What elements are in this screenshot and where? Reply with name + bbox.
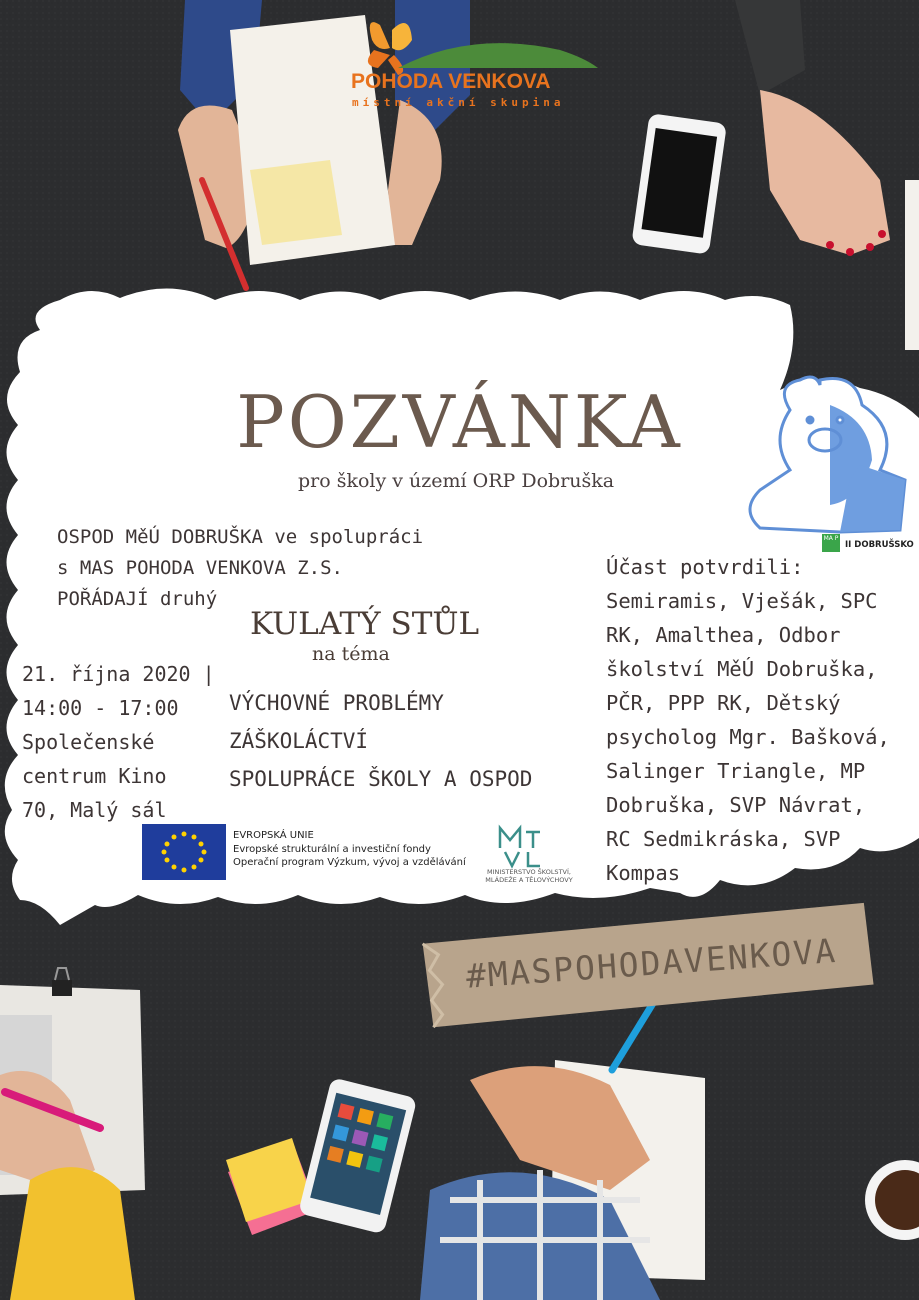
organizer-line: s MAS POHODA VENKOVA Z.S. <box>57 557 343 579</box>
confirmed-line: RK, Amalthea, Odbor <box>606 623 841 647</box>
event-venue-line: Společenské <box>22 730 155 754</box>
topic-label: na téma <box>312 643 390 665</box>
organizer-line: OSPOD MěÚ DOBRUŠKA ve spolupráci <box>57 526 424 548</box>
confirmed-line: školství MěÚ Dobruška, <box>606 657 878 681</box>
confirmed-line: PČR, PPP RK, Dětský <box>606 691 841 715</box>
msmt-line: MLÁDEŽE A TĚLOVÝCHOVY <box>485 876 573 884</box>
eu-line: Evropské strukturální a investiční fondy <box>233 843 431 855</box>
page-title: POZVÁNKA <box>236 380 683 464</box>
confirmed-line: Salinger Triangle, MP <box>606 759 866 783</box>
confirmed-line: Semiramis, Vješák, SPC <box>606 589 878 613</box>
event-venue-line: 70, Malý sál <box>22 798 167 822</box>
event-time: 14:00 - 17:00 <box>22 696 179 720</box>
confirmed-heading: Účast potvrdili: <box>606 555 804 579</box>
confirmed-line: psycholog Mgr. Bašková, <box>606 725 890 749</box>
organizer-line: POŘÁDAJÍ druhý <box>57 588 218 610</box>
confirmed-line: Dobruška, SVP Návrat, <box>606 793 866 817</box>
eu-flag-icon <box>142 824 226 880</box>
event-details <box>22 657 215 827</box>
confirmed-participants <box>606 550 890 890</box>
eu-funding-text <box>233 829 466 870</box>
brand-name: POHODA VENKOVA <box>351 70 551 93</box>
event-type: KULATÝ STŮL <box>250 606 480 642</box>
confirmed-line: Kompas <box>606 861 681 885</box>
bottom-left-desk <box>0 985 145 1300</box>
map-badge: MA P <box>822 534 840 552</box>
page-subtitle: pro školy v území ORP Dobruška <box>298 470 615 492</box>
msmt-line: MINISTERSTVO ŠKOLSTVÍ, <box>487 868 571 876</box>
eu-line: EVROPSKÁ UNIE <box>233 830 314 841</box>
topic-item: SPOLUPRÁCE ŠKOLY A OSPOD <box>229 767 533 791</box>
topic-item: ZÁŠKOLÁCTVÍ <box>229 729 369 753</box>
map-label: II DOBRUŠSKO <box>845 540 914 550</box>
brand-subtitle: místní akční skupina <box>352 96 565 109</box>
msmt-text <box>466 868 592 884</box>
topic-item: VÝCHOVNÉ PROBLÉMY <box>229 691 444 715</box>
organizer-text <box>57 522 423 615</box>
topics-list <box>229 684 532 798</box>
hashtag-text: #MASPOHODAVENKOVA <box>464 930 839 996</box>
event-venue-line: centrum Kino <box>22 764 167 788</box>
event-date: 21. října 2020 | <box>22 662 215 686</box>
eu-line: Operační program Výzkum, vývoj a vzdělávání <box>233 857 466 868</box>
confirmed-line: RC Sedmikráska, SVP <box>606 827 841 851</box>
